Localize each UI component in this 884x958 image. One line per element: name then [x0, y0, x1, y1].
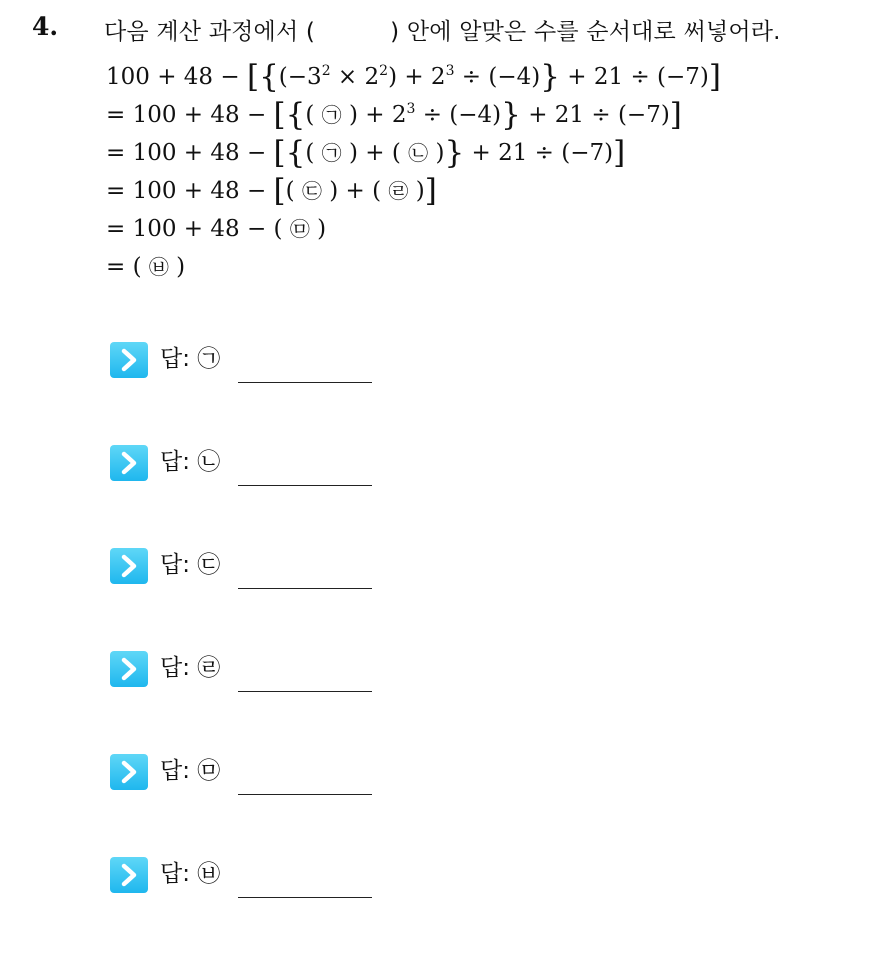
circled-giyeok: ㉠ [321, 141, 342, 165]
circled-nieun: ㉡ [408, 141, 429, 165]
answer-blank[interactable] [238, 382, 372, 383]
chevron-right-icon [110, 857, 148, 893]
circled-rieul: ㉣ [388, 179, 409, 203]
chevron-right-icon [110, 651, 148, 687]
answer-label: 답: ㉤ [160, 758, 221, 784]
answer-blank[interactable] [238, 588, 372, 589]
answer-row [110, 443, 390, 546]
answer-row [110, 855, 390, 958]
circled-bieup: ㉥ [148, 255, 169, 279]
answer-label: 답: ㉠ [160, 346, 221, 372]
answer-row [110, 340, 390, 443]
answer-blank[interactable] [238, 691, 372, 692]
step-line-6: = ( ㉥ ) [106, 254, 186, 280]
question-number: 4. [32, 12, 59, 41]
step-line-4: = 100 + 48 − [( ㉢ ) + ( ㉣ )] [106, 173, 437, 209]
answer-label: 답: ㉣ [160, 655, 221, 681]
step-line-3: = 100 + 48 − [{( ㉠ ) + ( ㉡ )} + 21 ÷ (−7)] [106, 135, 626, 171]
step-line-5: = 100 + 48 − ( ㉤ ) [106, 216, 327, 242]
calculation-steps [106, 58, 721, 286]
circled-digeut: ㉢ [301, 179, 322, 203]
chevron-right-icon [110, 548, 148, 584]
chevron-right-icon [110, 445, 148, 481]
answer-blank[interactable] [238, 794, 372, 795]
answer-row [110, 649, 390, 752]
answer-list [110, 340, 390, 958]
circled-giyeok: ㉠ [321, 103, 342, 127]
chevron-right-icon [110, 754, 148, 790]
answer-label: 답: ㉢ [160, 552, 221, 578]
answer-label: 답: ㉥ [160, 861, 221, 887]
step-line-1: $100 + 48 - [\{(-3^2 \times 2^2) + 2^3 \div (-4)\} + 21 \div (-7)]$ [106, 59, 721, 95]
step-line-2: = 100 + 48 − [{( ㉠ ) + $2^3 \div (-4)\} + 21 \div (-7)$] [106, 97, 682, 133]
question-prompt: 다음 계산 과정에서 ( ) 안에 알맞은 수를 순서대로 써넣어라. [104, 19, 781, 45]
answer-row [110, 546, 390, 649]
answer-row [110, 752, 390, 855]
answer-blank[interactable] [238, 485, 372, 486]
answer-blank[interactable] [238, 897, 372, 898]
chevron-right-icon [110, 342, 148, 378]
circled-mieum: ㉤ [289, 217, 310, 241]
answer-label: 답: ㉡ [160, 449, 221, 475]
